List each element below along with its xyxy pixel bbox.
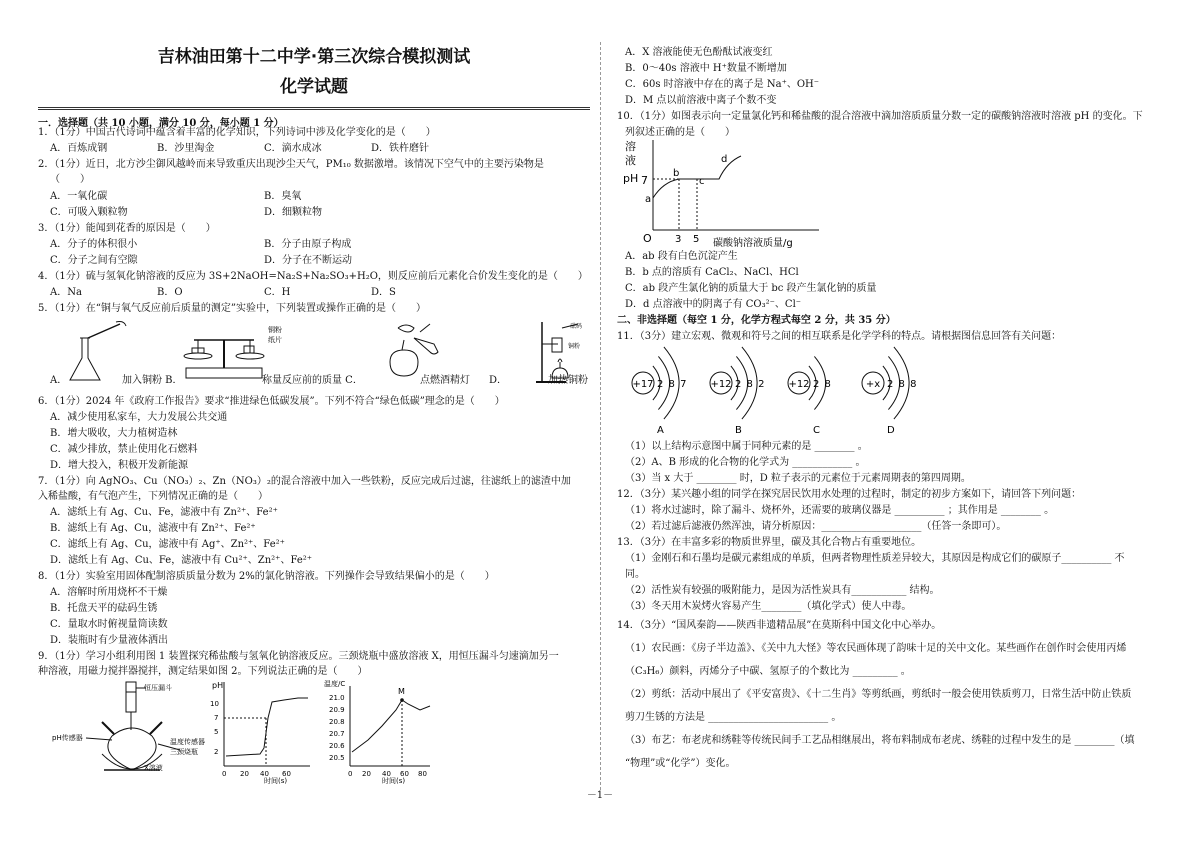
atom-diagram xyxy=(862,347,917,435)
right-text-line: 剪刀生锈的方法是 ________________________ 。 xyxy=(625,712,842,723)
svg-text:21.0: 21.0 xyxy=(329,694,345,702)
right-text-line: 10．（1分）如图表示向一定量氯化钙和稀盐酸的混合溶液中滴加溶质质量分数一定的碳酸钠溶液时溶液 pH 的变化。下 xyxy=(617,111,1143,122)
atom-label: D xyxy=(887,425,895,435)
title-rule xyxy=(38,107,590,108)
svg-text:时间(s): 时间(s) xyxy=(264,777,288,784)
svg-text:溶: 溶 xyxy=(625,140,636,153)
left-text-line: B．增大吸收，大力植树造林 xyxy=(50,428,178,439)
left-text-line: A．百炼成钢 xyxy=(50,143,108,154)
svg-text:40: 40 xyxy=(260,770,269,778)
left-text-line: B．滤纸上有 Ag、Cu，滤液中有 Zn²⁺、Fe²⁺ xyxy=(50,523,256,534)
right-text-line: B．0～40s 溶液中 H⁺数量不断增加 xyxy=(625,63,787,74)
svg-text:20.9: 20.9 xyxy=(329,706,345,714)
left-text-line: B．O xyxy=(157,287,183,298)
left-text-line: D． xyxy=(489,375,508,386)
svg-text:7: 7 xyxy=(214,714,219,722)
right-text-line: （1）金刚石和石墨均是碳元素组成的单质，但两者物理性质差异较大，其原因是构成它们的碳原子__________ 不 xyxy=(625,553,1125,564)
right-text-line: （3）冬天用木炭烤火容易产生________（填化学式）使人中毒。 xyxy=(625,601,912,612)
svg-text:a: a xyxy=(645,194,652,205)
svg-text:c: c xyxy=(699,176,705,187)
left-text-line: 9．（1分）学习小组利用图 1 装置探究稀盐酸与氢氧化钠溶液反应。三颈烧瓶中盛放溶液 X，用恒压漏斗匀速滴加另一 xyxy=(38,651,559,662)
left-text-line: C．减少排放，禁止使用化石燃料 xyxy=(50,444,198,455)
svg-text:3: 3 xyxy=(675,234,682,245)
svg-text:铜粉: 铜粉 xyxy=(268,326,282,334)
q9-temp-chart xyxy=(324,679,430,784)
q10-ph-graph xyxy=(623,136,823,248)
right-text-line: D．M 点以前溶液中离子个数不变 xyxy=(625,95,777,106)
right-text-line: D．d 点溶液中的阴离子有 CO₃²⁻、Cl⁻ xyxy=(625,299,802,310)
left-text-line: 6．（1分）2024 年《政府工作报告》要求“推进绿色低碳发展”。下列不符合“绿色低碳”理念的是（ ） xyxy=(38,396,505,407)
left-text-line: D．S xyxy=(371,287,396,298)
svg-text:铜粉: 铜粉 xyxy=(568,343,581,350)
left-text-line: A．一氧化碳 xyxy=(50,191,108,202)
svg-text:7: 7 xyxy=(641,174,648,187)
left-text-line: B．沙里淘金 xyxy=(157,143,215,154)
left-text-line: 1．（1分）中国古代诗词中蕴含着丰富的化学知识，下列诗词中涉及化学变化的是（ ） xyxy=(38,127,436,138)
right-text-line: （2）A、B 形成的化合物的化学式为 ____________ 。 xyxy=(625,457,866,468)
left-text-line: A．减少使用私家车，大力发展公共交通 xyxy=(50,412,228,423)
svg-text:M: M xyxy=(398,687,405,696)
left-text-line: 3．（1分）能闻到花香的原因是（ ） xyxy=(38,223,216,234)
svg-text:5: 5 xyxy=(214,728,219,736)
electron-counts: 2 8 7 xyxy=(657,379,688,390)
right-text-line: A．ab 段有白色沉淀产生 xyxy=(625,251,738,262)
left-text-line: 4．（1分）硫与氢氧化钠溶液的反应为 3S+2NaOH=Na₂S+Na₂SO₃+H₂O，则反应前后元素化合价发生变化的是（ ） xyxy=(38,271,588,282)
left-text-line: B．托盘天平的砝码生锈 xyxy=(50,603,158,614)
svg-text:20.7: 20.7 xyxy=(329,730,345,738)
q9-apparatus-icon xyxy=(52,682,205,772)
svg-text:60: 60 xyxy=(282,770,291,778)
svg-text:2: 2 xyxy=(214,748,219,756)
right-text-line: 13．（3分）在丰富多彩的物质世界里，碳及其化合物占有重要地位。 xyxy=(617,537,922,548)
atom-nucleus-charge: +12 xyxy=(788,379,810,390)
left-text-line: A． xyxy=(50,375,68,386)
left-text-line: D．增大投入，积极开发新能源 xyxy=(50,460,189,471)
q5-a-flask-icon xyxy=(70,322,126,381)
svg-text:20: 20 xyxy=(362,770,371,778)
svg-text:pH传感器: pH传感器 xyxy=(52,734,83,742)
left-text-line: C．H xyxy=(264,287,291,298)
svg-text:纸片: 纸片 xyxy=(268,336,282,344)
svg-text:砝码: 砝码 xyxy=(570,323,583,330)
left-text-line: A．分子的体积很小 xyxy=(50,239,138,250)
right-text-line: （1）以上结构示意图中属于同种元素的是 ________ 。 xyxy=(625,441,868,452)
q9-ph-chart xyxy=(210,681,310,784)
svg-text:pH: pH xyxy=(212,681,224,690)
right-text-line: （3）布艺：布老虎和绣鞋等传统民间手工艺品相继展出，将布料制成布老虎、绣鞋的过程中发生的是 ________（填 xyxy=(625,735,1135,746)
left-text-line: 点燃酒精灯 xyxy=(420,375,470,386)
left-text-line: D．滤纸上有 Ag、Cu、Fe，滤液中有 Cu²⁺、Zn²⁺、Fe²⁺ xyxy=(50,555,313,566)
svg-text:10: 10 xyxy=(210,700,219,708)
svg-text:X溶液: X溶液 xyxy=(144,764,163,772)
left-text-line: A．溶解时所用烧杯不干燥 xyxy=(50,587,168,598)
left-text-line: 7．（1分）向 AgNO₃、Cu（NO₃）₂、Zn（NO₃）₂的混合溶液中加入一些铁粉，反应完成后过滤，往滤纸上的滤渣中加 xyxy=(38,476,571,487)
right-text-line: （2）若过滤后滤液仍然浑浊，请分析原因：____________________（任答一条即可）。 xyxy=(625,521,1007,532)
svg-text:20.5: 20.5 xyxy=(329,754,345,762)
atom-nucleus-charge: +17 xyxy=(632,379,654,390)
right-text-line: C．60s 时溶液中存在的离子是 Na⁺、OH⁻ xyxy=(625,79,820,90)
q5-d-heating-icon xyxy=(536,322,582,382)
svg-text:恒压漏斗: 恒压漏斗 xyxy=(144,684,172,692)
left-text-line: C．可吸入颗粒物 xyxy=(50,207,128,218)
svg-text:温度/C: 温度/C xyxy=(324,680,346,688)
svg-text:碳酸钠溶液质量/g: 碳酸钠溶液质量/g xyxy=(713,238,793,248)
page-number: －1－ xyxy=(586,790,614,801)
left-text-line: 5．（1分）在“铜与氧气反应前后质量的测定”实验中，下列装置或操作正确的是（ ） xyxy=(38,303,426,314)
svg-text:时间(s): 时间(s) xyxy=(382,777,406,784)
svg-text:d: d xyxy=(721,154,728,165)
exam-title: 吉林油田第十二中学·第三次综合模拟测试 xyxy=(157,47,471,67)
svg-text:80: 80 xyxy=(418,770,427,778)
svg-text:20.8: 20.8 xyxy=(329,718,345,726)
right-text-line: 列叙述正确的是（ ） xyxy=(625,127,735,138)
atom-diagram xyxy=(632,347,687,435)
atom-label: C xyxy=(813,425,820,435)
left-text-line: C．滴水成冰 xyxy=(264,143,322,154)
atom-diagram xyxy=(788,356,832,435)
right-text-line: （2）活性炭有较强的吸附能力，是因为活性炭具有___________ 结构。 xyxy=(625,585,940,596)
svg-text:b: b xyxy=(673,168,680,179)
svg-text:60: 60 xyxy=(400,770,409,778)
left-text-line: 加热铜粉 xyxy=(548,375,588,386)
left-text-line: （ ） xyxy=(50,174,90,185)
q11-atom-diagrams xyxy=(623,345,943,435)
atom-diagram xyxy=(710,347,765,435)
column-divider xyxy=(600,42,602,790)
svg-text:20: 20 xyxy=(240,770,249,778)
svg-text:三颈烧瓶: 三颈烧瓶 xyxy=(170,748,198,756)
right-text-line: C．ab 段产生氯化钠的质量大于 bc 段产生氯化钠的质量 xyxy=(625,283,877,294)
atom-label: B xyxy=(735,425,742,435)
right-text-line: （1）将水过滤时，除了漏斗、烧杯外，还需要的玻璃仪器是 __________ ；其作用是 ________ 。 xyxy=(625,505,1055,516)
exam-subtitle: 化学试题 xyxy=(280,77,348,97)
right-text-line: 同。 xyxy=(625,569,645,580)
left-text-line: B．分子由原子构成 xyxy=(264,239,352,250)
svg-text:O: O xyxy=(643,232,652,245)
svg-text:40: 40 xyxy=(382,770,391,778)
right-text-line: A．X 溶液能使无色酚酞试液变红 xyxy=(625,47,773,58)
left-text-line: 加入铜粉 B． xyxy=(122,375,183,386)
right-text-line: 14．（3分）“国风秦韵——陕西非遗精品展”在莫斯科中国文化中心举办。 xyxy=(617,620,942,631)
left-text-line: 种溶液，用磁力搅拌器搅拌，测定结果如图 2。下列说法正确的是（ ） xyxy=(38,666,368,677)
title-rule-2 xyxy=(38,109,590,110)
left-text-line: A．Na xyxy=(50,287,82,298)
svg-text:pH: pH xyxy=(623,172,639,185)
left-text-line: D．细颗粒物 xyxy=(264,207,323,218)
right-text-line: 二、非选择题（每空 1 分，化学方程式每空 2 分，共 35 分） xyxy=(617,315,896,326)
right-text-line: （3）当 x 大于 ________ 时，D 粒子表示的元素位于元素周期表的第四周期。 xyxy=(625,473,971,484)
right-text-line: 11．（3分）建立宏观、微观和符号之间的相互联系是化学学科的特点。请根据图信息回答有关问题： xyxy=(617,331,1062,342)
electron-counts: 2 8 2 xyxy=(735,379,766,390)
atom-nucleus-charge: +x xyxy=(865,379,881,390)
left-text-line: A．滤纸上有 Ag、Cu、Fe，滤液中有 Zn²⁺、Fe²⁺ xyxy=(50,507,278,518)
svg-text:0: 0 xyxy=(348,770,353,778)
left-text-line: 称量反应前的质量 C． xyxy=(262,375,363,386)
q9-figures xyxy=(52,678,432,784)
svg-text:液: 液 xyxy=(625,154,636,167)
left-text-line: C．量取水时俯视量筒读数 xyxy=(50,619,168,630)
left-text-line: D．装瓶时有少量液体洒出 xyxy=(50,635,169,646)
left-text-line: 一．选择题（共 10 小题，满分 10 分，每小题 1 分） xyxy=(38,118,284,129)
right-text-line: 12．（3分）某兴趣小组的同学在探究居民饮用水处理的过程时，制定的初步方案如下，请回答下列问题： xyxy=(617,489,1082,500)
q5-c-lamp-icon xyxy=(390,324,438,376)
left-text-line: 8．（1分）实验室用固体配制溶质质量分数为 2%的氯化钠溶液。下列操作会导致结果偏小的是（ ） xyxy=(38,571,495,582)
atom-label: A xyxy=(657,425,664,435)
atom-nucleus-charge: +12 xyxy=(710,379,732,390)
right-text-line: （1）农民画：《房子半边盖》、《关中九大怪》等农民画体现了韵味十足的关中文化。某些画作在创作时会使用丙烯 xyxy=(625,643,1127,654)
svg-text:温度传感器: 温度传感器 xyxy=(170,738,205,746)
left-text-line: 2．（1分）近日，北方沙尘御风越岭而来导致重庆出现沙尘天气，PM₁₀ 数据激增。该情况下空气中的主要污染物是 xyxy=(38,159,544,170)
q5-b-balance-icon xyxy=(184,325,282,378)
right-text-line: （2）剪纸：活动中展出了《平安富贵》、《十二生肖》等剪纸画，剪纸时一般会使用铁质剪刀，日常生活中防止铁质 xyxy=(625,689,1132,700)
left-text-line: C．滤纸上有 Ag、Cu，滤液中有 Ag⁺、Zn²⁺、Fe²⁺ xyxy=(50,539,285,550)
q5-apparatus-figure xyxy=(58,318,598,386)
left-text-line: 入稀盐酸，有气泡产生，下列情况正确的是（ ） xyxy=(38,491,268,502)
svg-text:0: 0 xyxy=(222,770,227,778)
right-text-line: “物理”或“化学”）变化。 xyxy=(625,758,736,769)
left-text-line: D．铁杵磨针 xyxy=(371,143,430,154)
left-text-line: C．分子之间有空隙 xyxy=(50,255,138,266)
right-text-line: （C₃H₆）颜料，丙烯分子中碳、氢原子的个数比为 _________ 。 xyxy=(625,666,911,677)
left-text-line: D．分子在不断运动 xyxy=(264,255,353,266)
svg-text:5: 5 xyxy=(693,234,700,245)
svg-text:20.6: 20.6 xyxy=(329,742,345,750)
left-text-line: B．臭氧 xyxy=(264,191,302,202)
electron-counts: 2 8 xyxy=(813,379,832,390)
right-text-line: B．b 点的溶质有 CaCl₂、NaCl、HCl xyxy=(625,267,799,278)
electron-counts: 2 8 8 xyxy=(887,379,918,390)
